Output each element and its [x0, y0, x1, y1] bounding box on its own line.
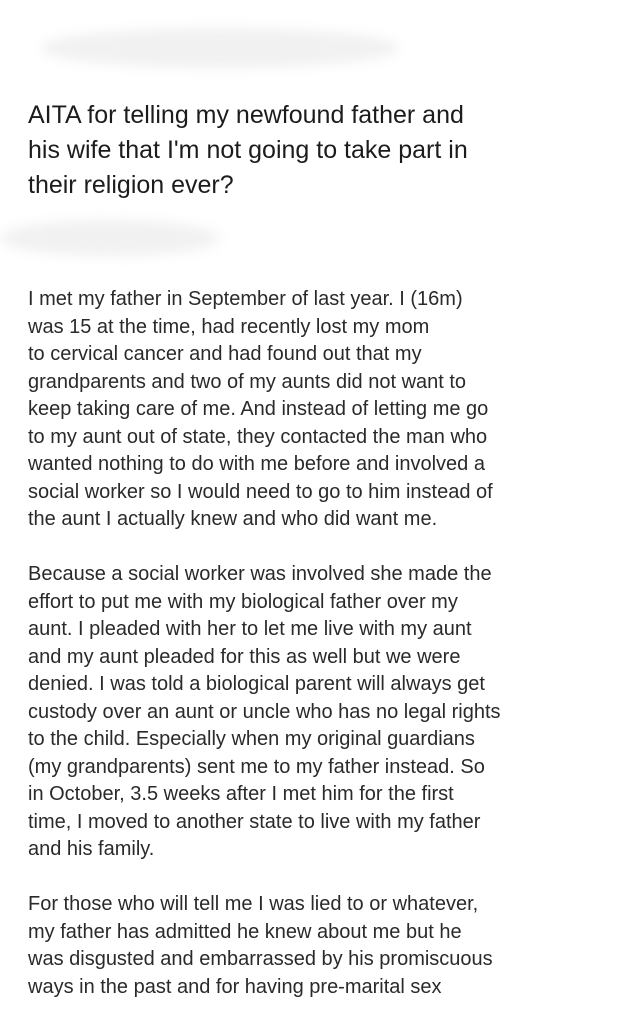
post-paragraph-2: Because a social worker was involved she made the effort to put me with my biological father over my aunt. I pleaded with her to let me live with my aunt and my aunt pleaded for this as well but we were denied. I was told a biological parent will always get custody over an aunt or uncle who has no legal rights to the child. Especially when my original guardians (my grandparents) sent me to my father instead. So in October, 3.5 weeks after I met him for the first time, I moved to another state to live with my father and his family.	[28, 563, 501, 860]
post-title: AITA for telling my newfound father and his wife that I'm not going to take part in their religion ever?	[28, 101, 468, 199]
post-body	[28, 286, 618, 1001]
blurred-author-area	[0, 220, 220, 256]
post-paragraph-3: For those who will tell me I was lied to or whatever, my father has admitted he knew about me but he was disgusted and embarrassed by his promiscuous ways in the past and for having pre-marital sex	[28, 893, 493, 998]
blurred-header-area	[40, 28, 400, 68]
post-paragraph-1: I met my father in September of last year. I (16m) was 15 at the time, had recently lost my mom to cervical cancer and had found out that my grandparents and two of my aunts did not want to keep taking care of me. And instead of letting me go to my aunt out of state, they contacted the man who wanted nothing to do with me before and involved a social worker so I would need to go to him instead of the aunt I actually knew and who did want me.	[28, 288, 493, 530]
